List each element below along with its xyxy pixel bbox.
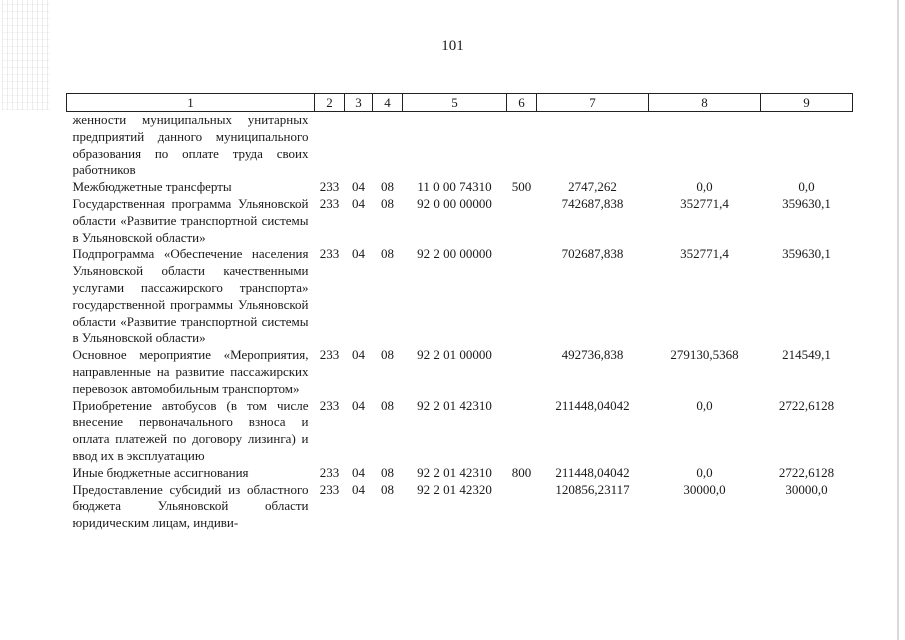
cell-expense-type: 800 xyxy=(511,464,532,480)
cell-ministry: 233 xyxy=(319,397,340,413)
cell-subsection: 08 xyxy=(381,246,394,262)
cell-subsection: 08 xyxy=(381,179,394,195)
cell-expense-type xyxy=(507,398,537,465)
cell-amount-3: 359630,1 xyxy=(782,195,831,211)
scan-artifact xyxy=(2,0,50,110)
cell-ministry: 233 xyxy=(319,481,340,497)
cell-amount-1: 492736,838 xyxy=(561,347,624,363)
header-cell: 9 xyxy=(761,94,853,112)
page-number: 101 xyxy=(441,38,464,54)
header-cell: 8 xyxy=(649,94,761,112)
cell-amount-1: 742687,838 xyxy=(561,195,624,211)
cell-section: 04 xyxy=(352,179,365,195)
cell-amount-1: 2747,262 xyxy=(568,179,617,195)
cell-section: 04 xyxy=(352,464,365,480)
cell-ministry: 233 xyxy=(319,347,340,363)
header-cell: 3 xyxy=(345,94,373,112)
header-cell: 1 xyxy=(67,94,315,112)
cell-section xyxy=(345,112,373,180)
cell-amount-2: 352771,4 xyxy=(680,246,729,262)
cell-target-article: 92 2 01 42310 xyxy=(417,464,492,480)
cell-target-article: 92 2 01 00000 xyxy=(417,347,492,363)
cell-amount-3: 30000,0 xyxy=(785,481,828,497)
cell-expense-type xyxy=(507,112,537,180)
cell-amount-3: 0,0 xyxy=(798,179,815,195)
cell-amount-2: 352771,4 xyxy=(680,195,729,211)
cell-subsection xyxy=(373,112,403,180)
cell-expense-type xyxy=(507,196,537,246)
table-row xyxy=(67,347,853,397)
header-cell: 6 xyxy=(507,94,537,112)
table-header-row xyxy=(67,94,853,112)
cell-subsection: 08 xyxy=(381,481,394,497)
cell-expense-type xyxy=(507,347,537,397)
row-name: Межбюджетные трансферты xyxy=(72,179,232,195)
cell-ministry: 233 xyxy=(319,195,340,211)
header-cell: 7 xyxy=(537,94,649,112)
cell-ministry: 233 xyxy=(319,464,340,480)
cell-amount-2: 30000,0 xyxy=(683,481,726,497)
cell-section: 04 xyxy=(352,195,365,211)
header-cell: 2 xyxy=(315,94,345,112)
cell-section: 04 xyxy=(352,347,365,363)
cell-target-article: 11 0 00 74310 xyxy=(417,179,492,195)
cell-section: 04 xyxy=(352,397,365,413)
cell-amount-1 xyxy=(537,112,649,180)
table-row xyxy=(67,246,853,347)
cell-ministry: 233 xyxy=(319,246,340,262)
cell-subsection: 08 xyxy=(381,397,394,413)
table-row xyxy=(67,482,853,532)
cell-amount-1: 211448,04042 xyxy=(555,464,630,480)
table-row xyxy=(67,196,853,246)
cell-amount-3: 2722,6128 xyxy=(778,464,835,480)
cell-ministry xyxy=(315,112,345,180)
cell-amount-3: 359630,1 xyxy=(782,246,831,262)
header-cell: 4 xyxy=(373,94,403,112)
cell-expense-type: 500 xyxy=(511,179,532,195)
cell-target-article: 92 2 01 42320 xyxy=(417,481,492,497)
cell-amount-1: 702687,838 xyxy=(561,246,624,262)
cell-subsection: 08 xyxy=(381,195,394,211)
cell-amount-2 xyxy=(649,112,761,180)
row-name: Приобретение автобусов (в том числе внесение первоначального взноса и оплата платежей по договору лизинга) и ввод их в эксплуатацию xyxy=(72,397,309,463)
cell-amount-3 xyxy=(761,112,853,180)
row-name: Предоставление субсидий из областного бюджета Ульяновской области юридическим лицам, индиви- xyxy=(72,481,309,531)
row-name: Иные бюджетные ассигнования xyxy=(72,464,249,480)
cell-section: 04 xyxy=(352,246,365,262)
cell-amount-2: 0,0 xyxy=(696,397,713,413)
cell-subsection: 08 xyxy=(381,347,394,363)
cell-amount-3: 2722,6128 xyxy=(778,397,835,413)
row-name: Основное мероприятие «Мероприятия, направленные на развитие пассажирских перевозок автомобильным транспортом» xyxy=(72,347,309,396)
cell-expense-type xyxy=(507,246,537,347)
cell-amount-1: 211448,04042 xyxy=(555,397,630,413)
table-row xyxy=(67,465,853,482)
row-name: Подпрограмма «Обеспечение населения Ульяновской области качественными услугами пассажирского транспорта» государственной программы Ульяновской области «Развитие транспортной системы в Ульяновской области» xyxy=(72,246,309,346)
cell-amount-3: 214549,1 xyxy=(782,347,831,363)
cell-target-article xyxy=(403,112,507,180)
cell-target-article: 92 2 00 00000 xyxy=(417,246,492,262)
scan-edge xyxy=(897,0,899,640)
cell-amount-2: 0,0 xyxy=(696,179,713,195)
cell-section: 04 xyxy=(352,481,365,497)
budget-table xyxy=(66,93,853,532)
cell-expense-type xyxy=(507,482,537,532)
cell-target-article: 92 0 00 00000 xyxy=(417,195,492,211)
cell-ministry: 233 xyxy=(319,179,340,195)
cell-amount-2: 279130,5368 xyxy=(670,347,739,363)
table-row xyxy=(67,179,853,196)
header-cell: 5 xyxy=(403,94,507,112)
cell-subsection: 08 xyxy=(381,464,394,480)
table-row xyxy=(67,398,853,465)
cell-amount-1: 120856,23117 xyxy=(555,481,630,497)
row-name: Государственная программа Ульяновской области «Развитие транспортной системы в Ульяновской области» xyxy=(72,195,309,245)
row-name: женности муниципальных унитарных предприятий данного муниципального образования по оплате труда своих работников xyxy=(72,112,309,178)
cell-amount-2: 0,0 xyxy=(696,464,713,480)
cell-target-article: 92 2 01 42310 xyxy=(417,397,492,413)
table-row xyxy=(67,112,853,180)
